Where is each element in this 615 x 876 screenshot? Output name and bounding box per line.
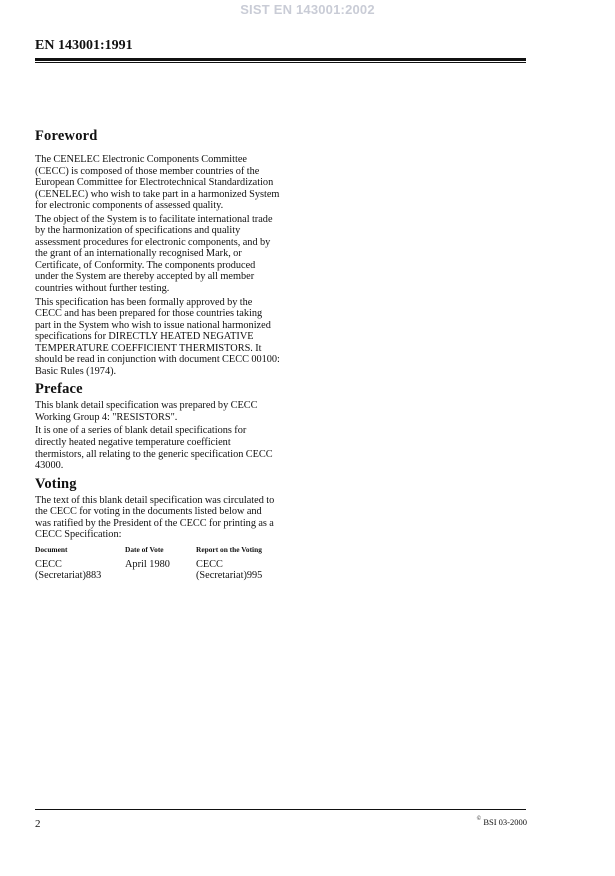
copyright-symbol: © (476, 816, 482, 823)
foreword-paragraph: The CENELEC Electronic Components Committee (CECC) is composed of those member countries of the European Committee for Electrotechnical Standardization (CENELEC) who wish to take part in a harmonized System for electronic components of assessed quality. (35, 154, 280, 212)
table-row (35, 559, 280, 582)
copyright-notice (477, 817, 527, 827)
voting-heading: Voting (35, 475, 77, 492)
preface-heading: Preface (35, 381, 83, 398)
foreword-paragraph: This specification has been formally approved by the CECC and has been prepared for those countries taking part in the System who wish to issue national harmonized specifications for DIRECTLY HEATED NEGATIVE TEMPERATURE COEFFICIENT THERMISTORS. It should be read in conjunction with document CECC 00100: Basic Rules (1974). (35, 296, 280, 377)
header-document: Document (35, 544, 68, 554)
foreword-paragraph: The object of the System is to facilitate international trade by the harmonization of specifications and quality assessment procedures for electronic components, and by the grant of an internationally recognised Mark, or Certificate, of Conformity. The components produced under the System are thereby accepted by all member countries without further testing. (35, 213, 273, 295)
standard-code: EN 143001:1991 (35, 38, 133, 53)
cell-date-of-vote: April 1980 (125, 558, 170, 570)
main-column (35, 128, 280, 582)
header-rule-thick (35, 58, 526, 61)
cell-report-on-voting: CECC (Secretariat)995 (196, 558, 263, 582)
preface-paragraph: It is one of a series of blank detail specifications for directly heated negative temperature coefficient thermistors, all relating to the generic specification CECC 43000. (35, 425, 273, 472)
cell-document: CECC (Secretariat)883 (35, 558, 102, 582)
header-report-on-voting: Report on the Voting (196, 544, 262, 554)
voting-table-header-row (35, 545, 280, 559)
preface-paragraph: This blank detail specification was prepared by CECC Working Group 4: "RESISTORS". (35, 400, 258, 423)
page-number: 2 (35, 818, 41, 830)
header-rule-thin (35, 62, 526, 63)
copyright-text: BSI 03-2000 (483, 817, 527, 827)
watermark: SIST EN 143001:2002 (240, 2, 375, 17)
voting-paragraph: The text of this blank detail specification was circulated to the CECC for voting in the documents listed below and was ratified by the President of the CECC for printing as a CECC Specification: (35, 494, 275, 541)
header-date-of-vote: Date of Vote (125, 544, 164, 554)
voting-table (35, 545, 280, 582)
footer-rule (35, 809, 526, 810)
foreword-heading: Foreword (35, 128, 98, 144)
